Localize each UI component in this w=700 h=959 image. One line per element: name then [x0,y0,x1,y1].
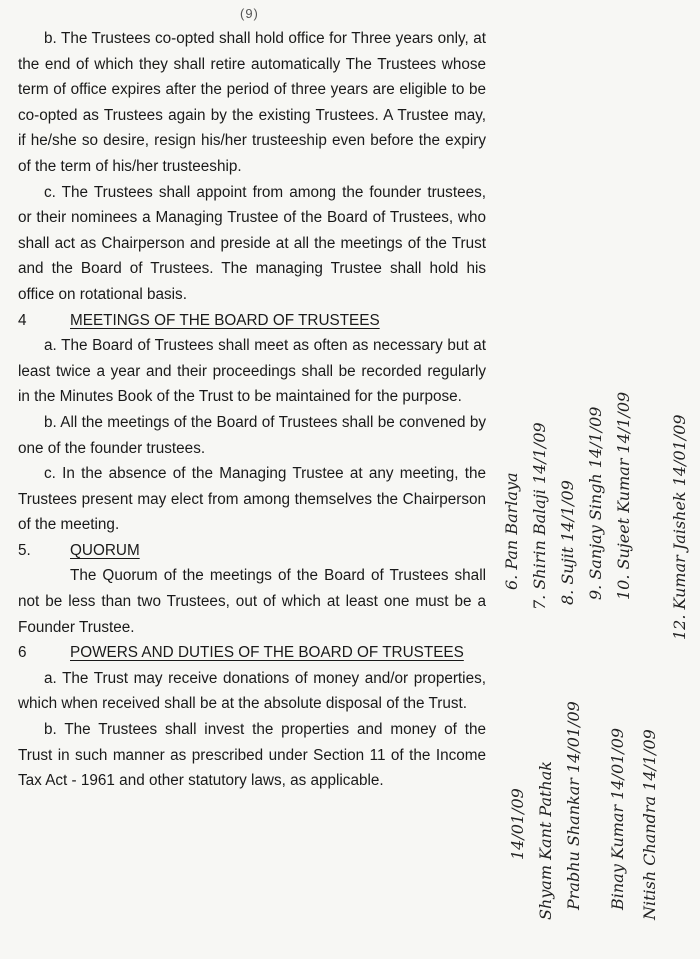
page-number: (9) [240,6,259,21]
paragraph-meeting-frequency: a. The Board of Trustees shall meet as often as necessary but at least twice a year and their proceedings shall be recorded regularly in the Minutes Book of the Trust to be maintained for the purpose. [18,337,486,406]
paragraph-investments: b. The Trustees shall invest the properties and money of the Trust in such manner as prescribed under Section 11 of the Income Tax Act - 1961 and other statutory laws, as applicable. [18,721,486,790]
section-title: QUORUM [70,541,140,559]
section-title: MEETINGS OF THE BOARD OF TRUSTEES [70,311,380,329]
signature-6: 6. Pan Barlaya [502,472,521,590]
paragraph-managing-trustee: c. The Trustees shall appoint from among the founder trustees, or their nominees a Managing Trustee of the Board of Trustees, who shall act as Chairperson and preside at all the meetings of the Trust and the Board of Trustees. The managing Trustee shall hold his office on rotational basis. [18,183,486,303]
section-heading-quorum [18,538,486,564]
paragraph-meeting-convening: b. All the meetings of the Board of Trustees shall be convened by one of the founder trustees. [18,413,486,457]
signature-10: 10. Sujeet Kumar 14/1/09 [614,391,633,600]
section-number: 4 [18,311,27,329]
section-title: POWERS AND DUTIES OF THE BOARD OF TRUSTEES [70,644,464,662]
paragraph-meeting-chairperson: c. In the absence of the Managing Trustee at any meeting, the Trustees present may elect from among themselves the Chairperson of the meeting. [18,465,486,534]
paragraph-trustee-cooption: b. The Trustees co-opted shall hold office for Three years only, at the end of which they shall retire automatically The Trustees whose term of office expires after the period of three years are eligible to be co-opted as Trustees again by the existing Trustees. A Trustee may, if he/she so desire, resign his/her trusteeship even before the expiry of the term of his/her trusteeship. [18,30,486,175]
section-number: 5. [18,541,31,559]
signature-nitish: Nitish Chandra 14/1/09 [640,729,659,920]
signature-12: 12. Kumar Jaishek 14/01/09 [670,414,689,640]
section-number: 6 [18,644,27,662]
signature-9: 9. Sanjay Singh 14/1/09 [586,406,605,600]
signature-7: 7. Shirin Balaji 14/1/09 [530,422,549,610]
signature-date: 14/01/09 [508,788,527,860]
signature-8: 8. Sujit 14/1/09 [558,480,577,605]
document-body [18,26,486,794]
section-heading-powers [18,640,486,666]
signature-pathak: Shyam Kant Pathak [536,761,555,920]
signature-prabhu: Prabhu Shankar 14/01/09 [564,701,583,910]
section-heading-meetings [18,308,486,334]
paragraph-donations: a. The Trust may receive donations of money and/or properties, which when received shall be at the absolute disposal of the Trust. [18,669,486,713]
signature-column [490,220,700,940]
paragraph-quorum: The Quorum of the meetings of the Board of Trustees shall not be less than two Trustees, out of which at least one must be a Founder Trustee. [18,567,486,636]
signature-binay: Binay Kumar 14/01/09 [608,727,627,910]
